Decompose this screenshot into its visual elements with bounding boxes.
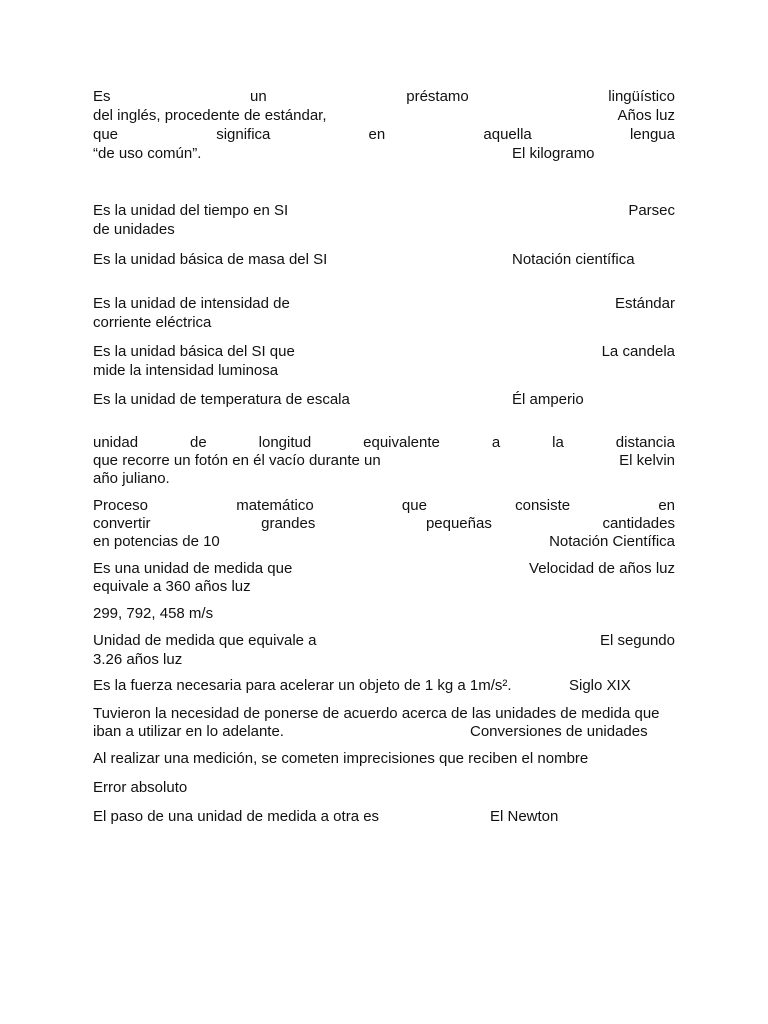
text-line	[93, 779, 675, 797]
answer-text: El kelvin	[619, 452, 675, 469]
question-text: iban a utilizar en lo adelante.	[93, 723, 284, 740]
question-text: mide la intensidad luminosa	[93, 362, 279, 379]
word: aquella	[483, 126, 532, 143]
question-text: del inglés, procedente de estándar,	[93, 107, 327, 124]
text-line	[93, 434, 675, 452]
word: consiste	[515, 497, 571, 514]
text-line	[93, 107, 675, 125]
question-text: Error absoluto	[93, 779, 188, 796]
text-line	[93, 497, 675, 515]
question-text: Es una unidad de medida que	[93, 560, 293, 577]
question-text: Tuvieron la necesidad de ponerse de acuerdo acerca de las unidades de medida que	[93, 705, 660, 722]
word: en	[368, 126, 386, 143]
text-line	[93, 221, 675, 239]
text-line	[93, 391, 675, 409]
text-line	[93, 533, 675, 551]
question-text: Es la fuerza necesaria para acelerar un objeto de 1 kg a 1m/s².	[93, 677, 512, 694]
question-text: 299, 792, 458 m/s	[93, 605, 214, 622]
answer-text: Notación científica	[512, 251, 635, 268]
word: significa	[216, 126, 271, 143]
question-text: equivale a 360 años luz	[93, 578, 251, 595]
text-line	[93, 362, 675, 380]
question-text: Es la unidad del tiempo en SI	[93, 202, 289, 219]
text-line	[93, 605, 675, 623]
word: Es	[93, 88, 111, 105]
word: Proceso	[93, 497, 149, 514]
word: que	[93, 126, 119, 143]
word: distancia	[615, 434, 675, 451]
word: un	[250, 88, 267, 105]
word: a	[491, 434, 501, 451]
question-text: de unidades	[93, 221, 175, 238]
question-text: 3.26 años luz	[93, 651, 183, 668]
text-line	[93, 343, 675, 361]
question-text: El paso de una unidad de medida a otra es	[93, 808, 380, 825]
answer-text: Velocidad de años luz	[529, 560, 675, 577]
question-text: corriente eléctrica	[93, 314, 212, 331]
answer-text: El kilogramo	[512, 145, 595, 162]
text-line	[93, 560, 675, 578]
answer-text: Parsec	[628, 202, 675, 219]
text-line	[93, 723, 675, 741]
word: préstamo	[406, 88, 469, 105]
text-line	[93, 88, 675, 106]
text-line	[93, 470, 675, 488]
question-text: Al realizar una medición, se cometen imprecisiones que reciben el nombre	[93, 750, 589, 767]
answer-text: Él amperio	[512, 391, 584, 408]
word: lengua	[629, 126, 675, 143]
question-text: Unidad de medida que equivale a	[93, 632, 317, 649]
text-line	[93, 705, 675, 723]
answer-text: Estándar	[614, 295, 675, 312]
word: en	[658, 497, 675, 514]
text-line	[93, 515, 675, 533]
word: pequeñas	[425, 515, 492, 532]
text-line	[93, 651, 675, 669]
question-text: “de uso común”.	[93, 145, 202, 162]
question-text: que recorre un fotón en él vacío durante un	[93, 452, 381, 469]
text-line	[93, 145, 675, 163]
answer-text: Años luz	[617, 107, 675, 124]
answer-text: Notación Científica	[549, 533, 675, 550]
answer-text: El segundo	[599, 632, 675, 649]
question-text: Es la unidad básica del SI que	[93, 343, 295, 360]
text-line	[93, 578, 675, 596]
word: unidad	[93, 434, 139, 451]
text-line	[93, 126, 675, 144]
text-line	[93, 808, 675, 826]
word: convertir	[93, 515, 151, 532]
word: que	[401, 497, 427, 514]
answer-text: Conversiones de unidades	[470, 723, 648, 740]
word: de	[190, 434, 207, 451]
text-line	[93, 314, 675, 332]
answer-text: El Newton	[490, 808, 559, 825]
text-line	[93, 632, 675, 650]
word: cantidades	[602, 515, 675, 532]
question-text: Es la unidad básica de masa del SI	[93, 251, 328, 268]
text-line	[93, 750, 675, 768]
word: equivalente	[363, 434, 440, 451]
word: la	[552, 434, 564, 451]
answer-text: Siglo XIX	[569, 677, 631, 694]
word: matemático	[236, 497, 314, 514]
question-text: año juliano.	[93, 470, 170, 487]
text-line	[93, 295, 675, 313]
word: grandes	[261, 515, 316, 532]
text-line	[93, 251, 675, 269]
question-text: Es la unidad de temperatura de escala	[93, 391, 350, 408]
word: longitud	[258, 434, 312, 451]
answer-text: La candela	[601, 343, 675, 360]
question-text: Es la unidad de intensidad de	[93, 295, 290, 312]
text-line	[93, 677, 675, 695]
word: lingüístico	[608, 88, 675, 105]
text-line	[93, 202, 675, 220]
question-text: en potencias de 10	[93, 533, 220, 550]
text-line	[93, 452, 675, 470]
